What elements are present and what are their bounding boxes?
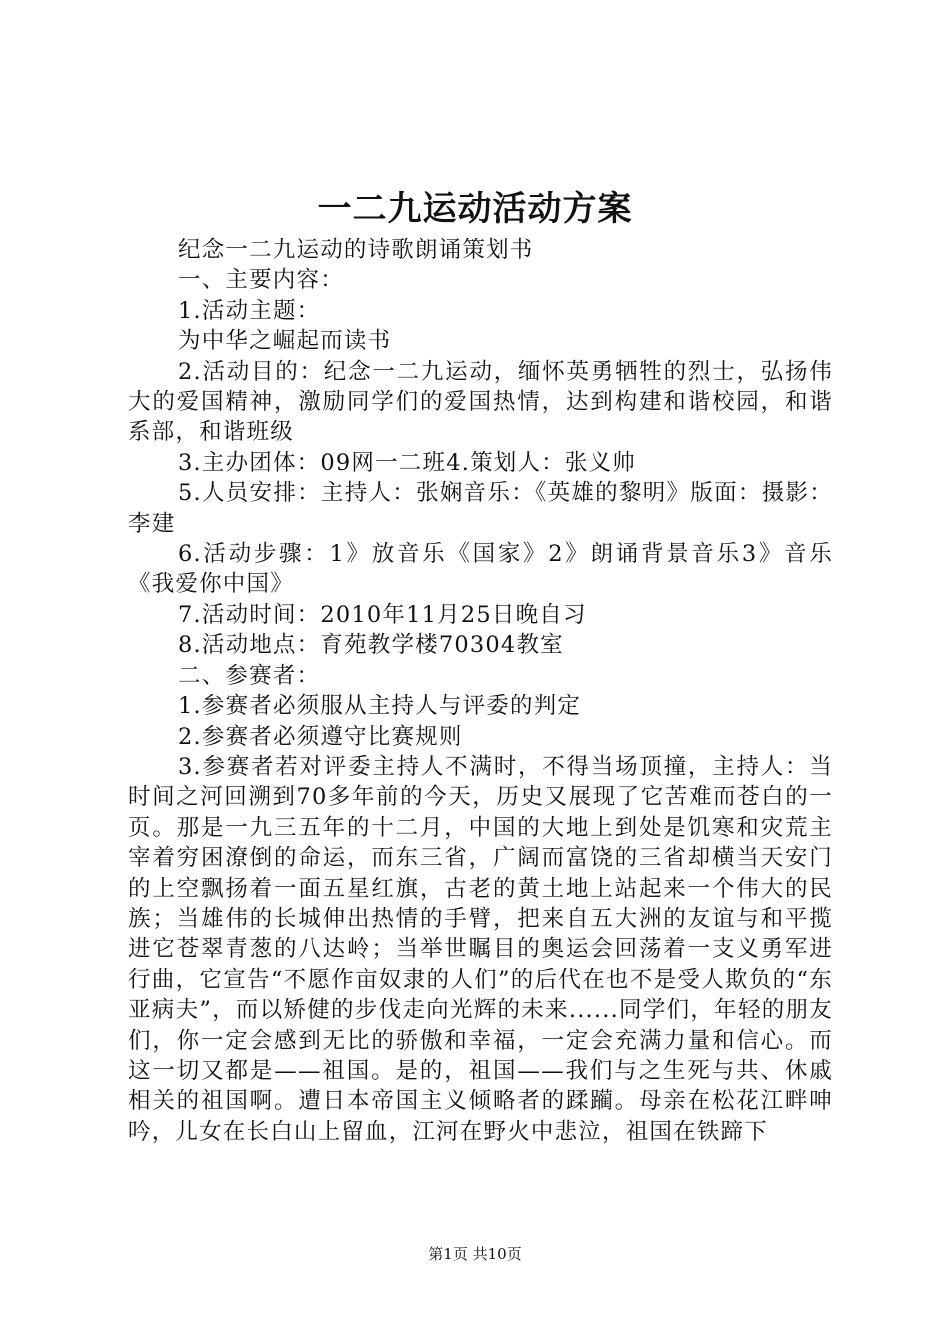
- paragraph: 1.参赛者必须服从主持人与评委的判定: [178, 693, 582, 720]
- paragraph: 6.活动步骤：1》放音乐《国家》2》朗诵背景音乐3》音乐《我爱你中国》: [128, 541, 833, 598]
- paragraph: 2.活动目的：纪念一二九运动，缅怀英勇牺牲的烈士，弘扬伟大的爱国精神，激励同学们的爱国热情，达到构建和谐校园，和谐系部，和谐班级: [128, 358, 833, 446]
- paragraph: 1.活动主题：: [178, 297, 321, 324]
- paragraph: 3.参赛者若对评委主持人不满时，不得当场顶撞，主持人：当时间之河回溯到70多年前的今天，历史又展现了它苦难而苍白的一页。那是一九三五年的十二月，中国的大地上到处是饥寒和灾荒主宰着穷困潦倒的命运，而东三省，广阔而富饶的三省却横当天安门的上空飘扬着一面五星红旗，古老的黄土地上站起来一个伟大的民族；当雄伟的长城伸出热情的手臂，把来自五大洲的友谊与和平揽进它苍翠青葱的八达岭；当举世瞩目的奥运会回荡着一支义勇军进行曲，它宣告“不愿作亩奴隶的人们”的后代在也不是受人欺负的“东亚病夫”，而以矫健的步伐走向光辉的未来......同学们，年轻的朋友们，你一定会感到无比的骄傲和幸福，一定会充满力量和信心。而这一切又都是——祖国。是的，祖国——我们与之生死与共、休戚相关的祖国啊。遭日本帝国主义倾略者的蹂躏。母亲在松花江畔呻吟，儿女在长白山上留血，江河在野火中悲泣，祖国在铁蹄下: [128, 753, 833, 1145]
- paragraph: 7.活动时间：2010年11月25日晚自习: [178, 601, 587, 628]
- paragraph: 2.参赛者必须遵守比赛规则: [178, 723, 463, 750]
- paragraph: 为中华之崛起而读书: [178, 328, 392, 355]
- paragraph: 8.活动地点：育苑教学楼70304教室: [178, 632, 564, 659]
- page-footer: 第1页 共10页: [428, 1245, 522, 1263]
- paragraph: 一、主要内容：: [178, 267, 344, 294]
- paragraph: 5.人员安排：主持人：张娴音乐：《英雄的黎明》版面：摄影：李建: [128, 480, 833, 537]
- paragraph: 纪念一二九运动的诗歌朗诵策划书: [178, 237, 534, 263]
- paragraph: 3.主办团体：09网一二班4.策划人：张义帅: [178, 449, 636, 476]
- document-body: [128, 235, 833, 1147]
- document-title: 一二九运动活动方案: [317, 189, 633, 229]
- paragraph: 二、参赛者：: [178, 662, 321, 689]
